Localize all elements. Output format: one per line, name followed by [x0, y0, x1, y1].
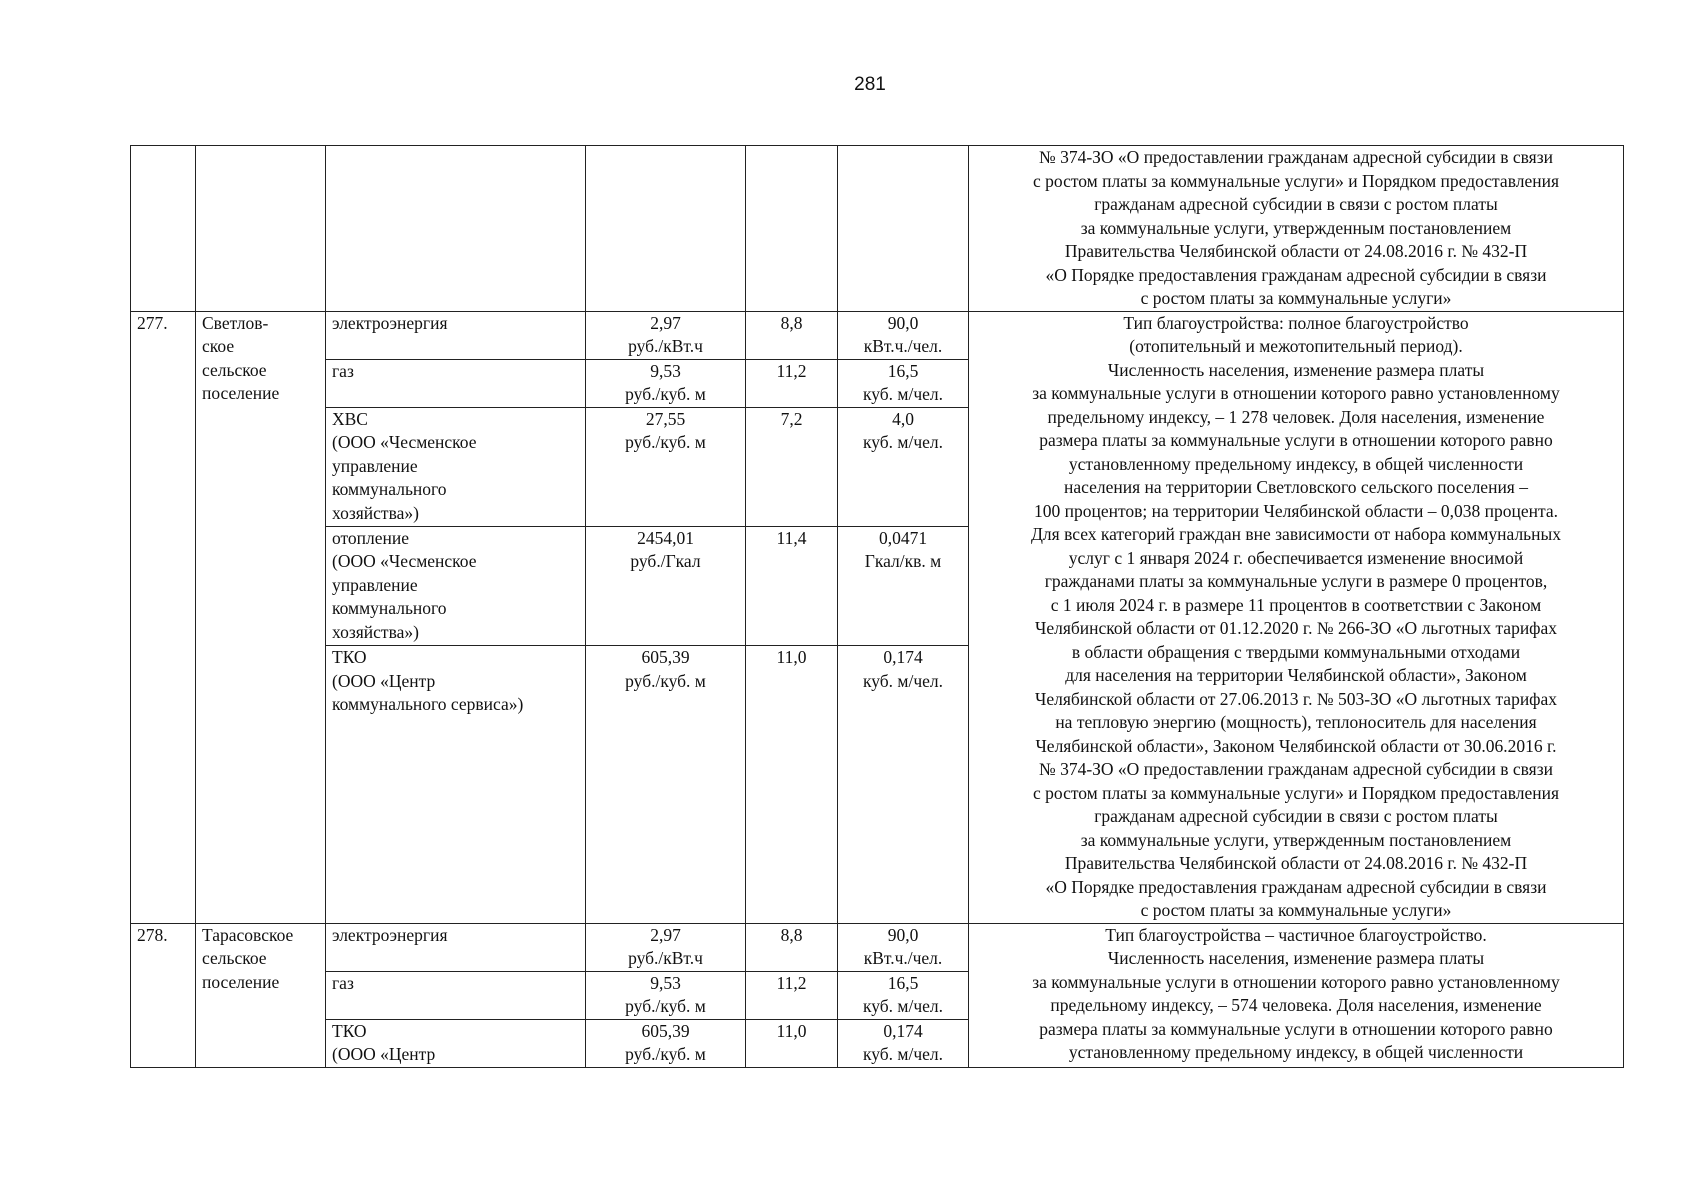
- service-name: [326, 407, 586, 526]
- tariff-line: 9,53: [650, 972, 681, 993]
- settlement-cell: [196, 146, 326, 312]
- description-line: в области обращения с твердыми коммунальными отходами: [1071, 641, 1521, 662]
- description-line: установленному предельному индексу, в общей численности: [1068, 1042, 1524, 1062]
- description-line: гражданам адресной субсидии в связи с ростом платы: [1094, 806, 1498, 826]
- tariff-value: [586, 923, 746, 971]
- index-value: 11,2: [746, 359, 838, 407]
- tariff-value: [586, 359, 746, 407]
- description-line: с ростом платы за коммунальные услуги»: [1140, 288, 1452, 308]
- service-line: ТКО: [332, 1020, 367, 1041]
- service-line: хозяйства»): [332, 621, 419, 642]
- tariff-line: 27,55: [645, 408, 686, 429]
- norm-line: 0,0471: [878, 527, 928, 548]
- service-line: электроэнергия: [332, 924, 448, 945]
- service-name: [326, 646, 586, 923]
- norm-line: 0,174: [883, 1020, 923, 1041]
- tariff-unit: руб./куб. м: [625, 432, 706, 453]
- service-line: (ООО «Центр: [332, 670, 436, 691]
- row-number: 278.: [131, 923, 196, 1067]
- description-line: с ростом платы за коммунальные услуги» и Порядком предоставления: [1033, 782, 1559, 803]
- description-line: размера платы за коммунальные услуги в отношении которого равно: [1039, 430, 1553, 450]
- service-line: (ООО «Чесменское: [332, 551, 477, 572]
- settlement-name: [196, 923, 326, 1067]
- tariff-line: 2454,01: [637, 527, 694, 548]
- description-line: (отопительный и межотопительный период).: [1129, 336, 1463, 356]
- description-line: за коммунальные услуги в отношении которого равно установленному: [1032, 383, 1560, 403]
- norm-value: [838, 407, 969, 526]
- description-line: услуг с 1 января 2024 г. обеспечивается изменение вносимой: [1068, 547, 1524, 568]
- number-cell: [131, 146, 196, 312]
- norm-unit: куб. м/чел.: [862, 432, 944, 453]
- service-cell: [326, 146, 586, 312]
- page-number: 281: [854, 74, 886, 95]
- tariff-value: [586, 971, 746, 1019]
- norm-line: 0,174: [883, 647, 923, 668]
- description-line: размера платы за коммунальные услуги в отношении которого равно: [1039, 1018, 1553, 1039]
- description-cell: [969, 146, 1624, 312]
- service-line: коммунального сервиса»): [332, 694, 524, 715]
- tariff-unit: руб./куб. м: [625, 384, 706, 405]
- settlement-name-line: Тарасовское: [202, 924, 294, 945]
- index-value: 8,8: [746, 311, 838, 359]
- index-value: 11,2: [746, 971, 838, 1019]
- description-line: Тип благоустройства – частичное благоустройство.: [1105, 924, 1487, 945]
- service-line: управление: [332, 455, 418, 476]
- service-line: ХВС: [332, 408, 368, 429]
- description-cell: [969, 311, 1624, 923]
- description-line: для населения на территории Челябинской области», Законом: [1065, 665, 1527, 685]
- table-row: [131, 923, 1624, 971]
- norm-unit: Гкал/кв. м: [864, 551, 942, 572]
- description-line: с 1 июля 2024 г. в размере 11 процентов в соответствии с Законом: [1050, 594, 1542, 615]
- norm-unit: кВт.ч./чел.: [863, 336, 943, 356]
- description-line: Для всех категорий граждан вне зависимости от набора коммунальных: [1030, 524, 1562, 544]
- description-line: установленному предельному индексу, в общей численности: [1068, 453, 1524, 474]
- description-line: Численность населения, изменение размера платы: [1107, 948, 1485, 968]
- description-line: Правительства Челябинской области от 24.08.2016 г. № 432-П: [1064, 241, 1528, 261]
- settlement-name: [196, 311, 326, 923]
- service-name: [326, 359, 586, 407]
- index-cell: [746, 146, 838, 312]
- description-line: населения на территории Светловского сельского поселения –: [1064, 477, 1528, 497]
- description-line: с ростом платы за коммунальные услуги» и Порядком предоставления: [1033, 170, 1559, 191]
- service-line: ТКО: [332, 647, 367, 668]
- settlement-name-line: Светлов-: [202, 312, 269, 333]
- settlement-name-line: сельское: [202, 359, 267, 380]
- index-value: 11,0: [746, 1019, 838, 1067]
- norm-line: 16,5: [887, 360, 919, 381]
- description-line: за коммунальные услуги, утвержденным постановлением: [1080, 829, 1512, 850]
- description-line: Численность населения, изменение размера платы: [1107, 359, 1485, 380]
- settlement-name-line: ское: [202, 336, 235, 356]
- index-value: 11,0: [746, 646, 838, 923]
- tariff-unit: руб./Гкал: [630, 551, 701, 572]
- service-name: [326, 311, 586, 359]
- service-line: коммунального: [332, 598, 447, 619]
- norm-line: 90,0: [887, 312, 919, 333]
- norm-line: 4,0: [892, 408, 914, 429]
- service-line: электроэнергия: [332, 312, 448, 333]
- norm-value: [838, 646, 969, 923]
- tariff-line: 2,97: [650, 924, 681, 945]
- settlement-name-line: поселение: [202, 971, 280, 992]
- description-line: предельному индексу, – 1 278 человек. Доля населения, изменение: [1047, 406, 1545, 427]
- row-number: 277.: [131, 311, 196, 923]
- description-line: Челябинской области от 01.12.2020 г. № 266-ЗО «О льготных тарифах: [1034, 618, 1558, 638]
- continuation-row: [131, 146, 1624, 312]
- norm-unit: кВт.ч./чел.: [863, 948, 943, 968]
- description-line: 100 процентов; на территории Челябинской области – 0,038 процента.: [1033, 500, 1558, 521]
- description-line: на тепловую энергию (мощность), теплоноситель для населения: [1055, 712, 1537, 732]
- settlement-name-line: сельское: [202, 948, 267, 968]
- description-line: за коммунальные услуги, утвержденным постановлением: [1080, 217, 1512, 238]
- description-line: № 374-ЗО «О предоставлении гражданам адресной субсидии в связи: [1039, 759, 1553, 779]
- settlement-name-line: поселение: [202, 383, 280, 403]
- service-line: коммунального: [332, 479, 447, 500]
- description-line: за коммунальные услуги в отношении которого равно установленному: [1032, 971, 1560, 992]
- tariff-unit: руб./кВт.ч: [628, 336, 703, 356]
- service-name: [326, 923, 586, 971]
- norm-unit: куб. м/чел.: [862, 996, 944, 1016]
- tariff-value: [586, 526, 746, 645]
- tariff-unit: руб./кВт.ч: [628, 948, 703, 968]
- tariff-line: 2,97: [650, 312, 681, 333]
- service-line: газ: [332, 360, 354, 381]
- index-value: 11,4: [746, 526, 838, 645]
- description-line: Челябинской области от 27.06.2013 г. № 503-ЗО «О льготных тарифах: [1034, 688, 1558, 709]
- service-name: [326, 1019, 586, 1067]
- norm-unit: куб. м/чел.: [862, 384, 944, 405]
- tariff-unit: руб./куб. м: [625, 996, 706, 1016]
- tariff-line: 605,39: [641, 647, 690, 668]
- table-row: [131, 311, 1624, 359]
- description-line: «О Порядке предоставления гражданам адресной субсидии в связи: [1045, 876, 1547, 897]
- service-line: (ООО «Центр: [332, 1044, 436, 1064]
- tariff-cell: [586, 146, 746, 312]
- description-line: Правительства Челябинской области от 24.08.2016 г. № 432-П: [1064, 853, 1528, 873]
- service-line: газ: [332, 972, 354, 993]
- tariff-value: [586, 311, 746, 359]
- norm-value: [838, 359, 969, 407]
- description-cell: [969, 923, 1624, 1067]
- description-line: Челябинской области», Законом Челябинской области от 30.06.2016 г.: [1035, 735, 1557, 756]
- norm-unit: куб. м/чел.: [862, 1044, 944, 1064]
- description-line: гражданам адресной субсидии в связи с ростом платы: [1094, 194, 1498, 214]
- norm-value: [838, 311, 969, 359]
- tariff-line: 605,39: [641, 1020, 690, 1041]
- norm-value: [838, 526, 969, 645]
- tariff-value: [586, 407, 746, 526]
- description-line: с ростом платы за коммунальные услуги»: [1140, 900, 1452, 920]
- norm-value: [838, 1019, 969, 1067]
- service-line: хозяйства»): [332, 502, 419, 523]
- index-value: 8,8: [746, 923, 838, 971]
- description-line: гражданами платы за коммунальные услуги в размере 0 процентов,: [1044, 571, 1548, 591]
- norm-line: 90,0: [887, 924, 919, 945]
- tariff-line: 9,53: [650, 360, 681, 381]
- index-value: 7,2: [746, 407, 838, 526]
- description-line: «О Порядке предоставления гражданам адресной субсидии в связи: [1045, 264, 1547, 285]
- description-line: Тип благоустройства: полное благоустройство: [1123, 312, 1469, 333]
- tariff-unit: руб./куб. м: [625, 1044, 706, 1064]
- service-line: управление: [332, 574, 418, 595]
- norm-value: [838, 923, 969, 971]
- tariff-table: [130, 145, 1624, 1068]
- tariff-unit: руб./куб. м: [625, 670, 706, 691]
- service-name: [326, 971, 586, 1019]
- norm-unit: куб. м/чел.: [862, 670, 944, 691]
- description-line: предельному индексу, – 574 человека. Доля населения, изменение: [1050, 995, 1542, 1015]
- norm-value: [838, 971, 969, 1019]
- tariff-value: [586, 646, 746, 923]
- service-name: [326, 526, 586, 645]
- description-line: № 374-ЗО «О предоставлении гражданам адресной субсидии в связи: [1039, 147, 1553, 167]
- service-line: отопление: [332, 527, 410, 548]
- tariff-value: [586, 1019, 746, 1067]
- norm-cell: [838, 146, 969, 312]
- service-line: (ООО «Чесменское: [332, 432, 477, 453]
- norm-line: 16,5: [887, 972, 919, 993]
